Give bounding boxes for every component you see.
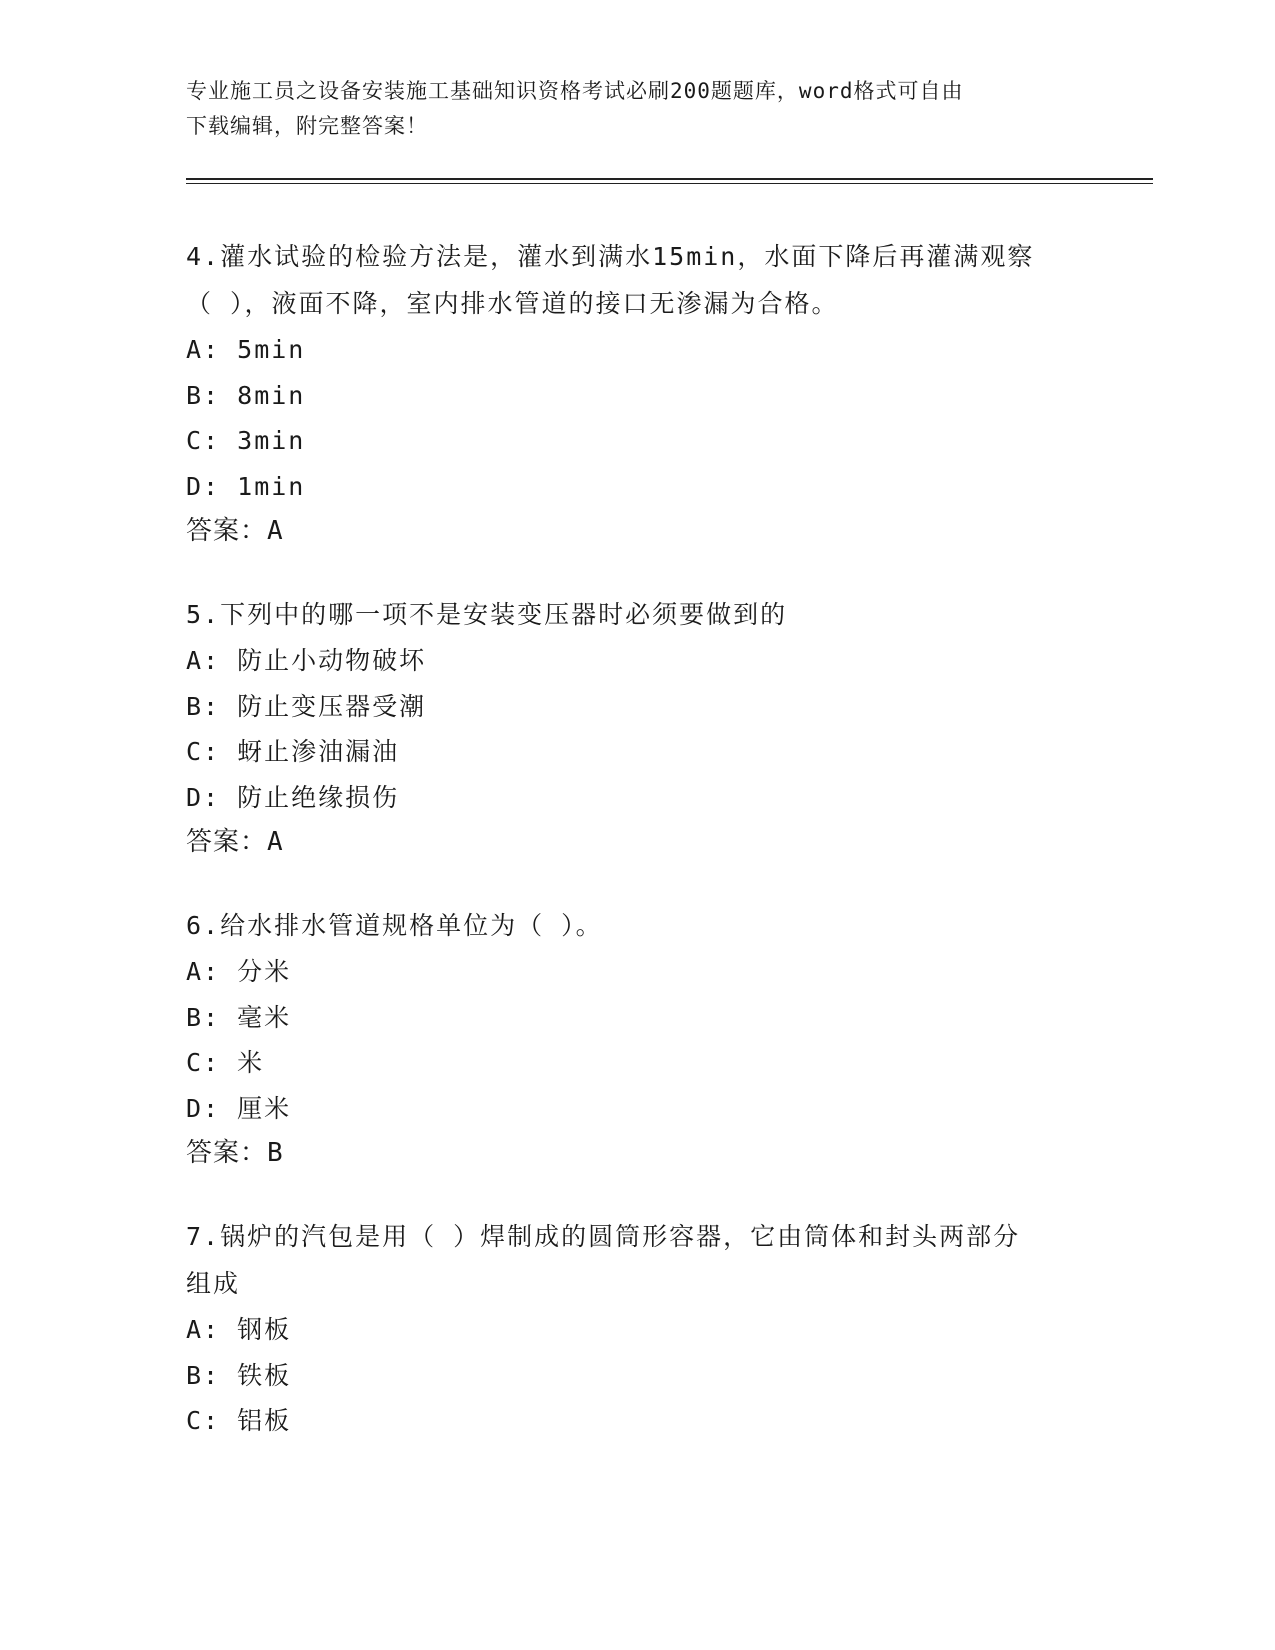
question-stem-line-1: 7.锅炉的汽包是用（ ）焊制成的圆筒形容器，它由筒体和封头两部分 <box>186 1222 1021 1251</box>
option-c: C: 蚜止渗油漏油 <box>186 737 400 766</box>
option-b: B: 铁板 <box>186 1360 292 1390</box>
question-stem <box>186 233 1086 327</box>
option-b: B: 毫米 <box>186 1002 292 1032</box>
question-7 <box>186 1213 1086 1444</box>
question-stem-line-2: 组成 <box>186 1269 241 1298</box>
option-c: C: 3min <box>186 426 306 455</box>
option-d: D: 厘米 <box>186 1093 292 1123</box>
header-divider-thick <box>186 178 1153 180</box>
question-stem <box>186 902 1086 949</box>
question-stem-line-2: （ ），液面不降，室内排水管道的接口无渗漏为合格。 <box>186 289 839 318</box>
option-a: A: 5min <box>186 335 306 364</box>
question-stem-line-1: 4.灌水试验的检验方法是，灌水到满水15min，水面下降后再灌满观察 <box>186 242 1035 271</box>
option-c: C: 铝板 <box>186 1406 292 1435</box>
question-list <box>186 233 1086 1481</box>
option-b: B: 8min <box>186 380 306 410</box>
header-divider-thin <box>186 183 1153 184</box>
answer-text: 答案：B <box>186 1138 284 1168</box>
question-6 <box>186 902 1086 1176</box>
answer-text: 答案：A <box>186 516 284 546</box>
document-header <box>186 74 1066 144</box>
question-stem-line-1: 5.下列中的哪一项不是安装变压器时必须要做到的 <box>186 600 788 629</box>
question-stem <box>186 1213 1086 1307</box>
header-line-2: 下载编辑，附完整答案！ <box>186 114 428 138</box>
question-4 <box>186 233 1086 554</box>
option-d: D: 1min <box>186 471 306 501</box>
option-a: A: 防止小动物破坏 <box>186 646 427 675</box>
answer-text: 答案：A <box>186 827 284 857</box>
question-stem <box>186 591 1086 638</box>
option-b: B: 防止变压器受潮 <box>186 691 427 721</box>
header-line-1: 专业施工员之设备安装施工基础知识资格考试必刷200题题库，word格式可自由 <box>186 79 964 103</box>
option-a: A: 分米 <box>186 957 292 986</box>
option-c: C: 米 <box>186 1048 265 1077</box>
question-5 <box>186 591 1086 865</box>
option-a: A: 钢板 <box>186 1315 292 1344</box>
question-stem-line-1: 6.给水排水管道规格单位为（ ）。 <box>186 911 603 940</box>
option-d: D: 防止绝缘损伤 <box>186 782 400 812</box>
